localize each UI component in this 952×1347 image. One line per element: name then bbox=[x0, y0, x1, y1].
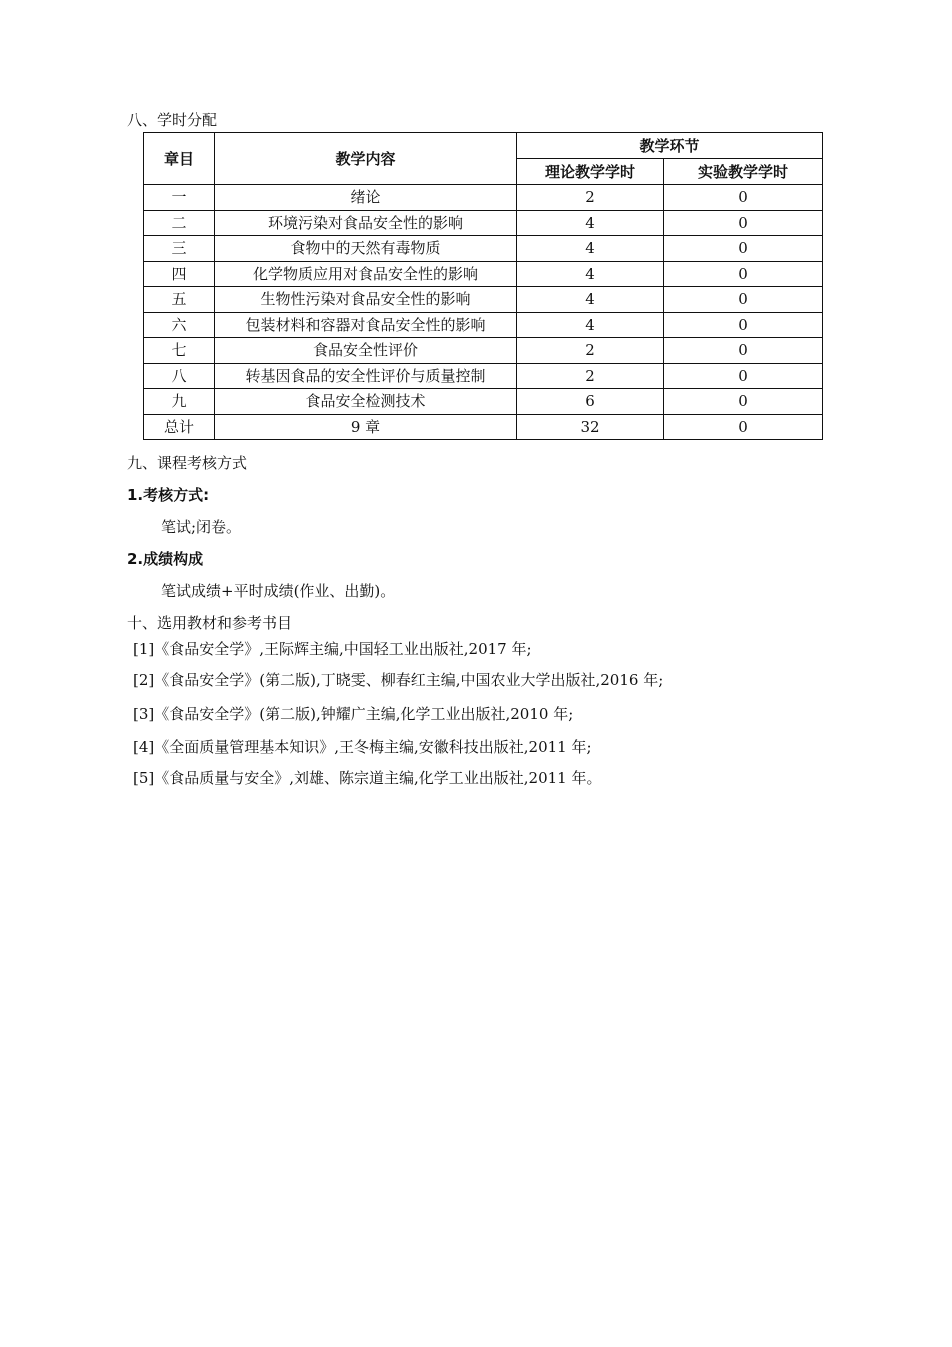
theory-hours-cell: 2 bbox=[517, 363, 664, 389]
chapter-cell: 七 bbox=[144, 338, 215, 364]
chapter-cell: 六 bbox=[144, 312, 215, 338]
reference-item: [2]《食品安全学》(第二版),丁晓雯、柳春红主编,中国农业大学出版社,2016 年; bbox=[133, 671, 664, 689]
content-cell: 环境污染对食品安全性的影响 bbox=[215, 210, 517, 236]
reference-item: [5]《食品质量与安全》,刘雄、陈宗道主编,化学工业出版社,2011 年。 bbox=[133, 769, 602, 787]
assessment-section-title: 九、课程考核方式 bbox=[127, 454, 248, 472]
grade-composition-title: 2.成绩构成 bbox=[127, 550, 204, 568]
header-teaching-segment: 教学环节 bbox=[517, 133, 823, 159]
content-cell: 9 章 bbox=[215, 414, 517, 440]
content-cell: 包装材料和容器对食品安全性的影响 bbox=[215, 312, 517, 338]
content-cell: 化学物质应用对食品安全性的影响 bbox=[215, 261, 517, 287]
header-chapter: 章目 bbox=[144, 133, 215, 185]
lab-hours-cell: 0 bbox=[664, 312, 823, 338]
lab-hours-cell: 0 bbox=[664, 236, 823, 262]
header-theory-hours: 理论教学学时 bbox=[517, 159, 664, 185]
assessment-method-text: 笔试;闭卷。 bbox=[161, 518, 242, 536]
reference-item: [3]《食品安全学》(第二版),钟耀广主编,化学工业出版社,2010 年; bbox=[133, 705, 574, 723]
chapter-cell: 一 bbox=[144, 185, 215, 211]
content-cell: 转基因食品的安全性评价与质量控制 bbox=[215, 363, 517, 389]
content-cell: 食物中的天然有毒物质 bbox=[215, 236, 517, 262]
lab-hours-cell: 0 bbox=[664, 338, 823, 364]
table-row bbox=[144, 287, 823, 313]
lab-hours-cell: 0 bbox=[664, 261, 823, 287]
assessment-method-title: 1.考核方式: bbox=[127, 486, 210, 504]
theory-hours-cell: 4 bbox=[517, 236, 664, 262]
content-cell: 食品安全性评价 bbox=[215, 338, 517, 364]
theory-hours-cell: 4 bbox=[517, 210, 664, 236]
theory-hours-cell: 32 bbox=[517, 414, 664, 440]
chapter-cell: 五 bbox=[144, 287, 215, 313]
table-row bbox=[144, 414, 823, 440]
theory-hours-cell: 6 bbox=[517, 389, 664, 415]
lab-hours-cell: 0 bbox=[664, 210, 823, 236]
chapter-cell: 三 bbox=[144, 236, 215, 262]
chapter-cell: 总计 bbox=[144, 414, 215, 440]
table-row bbox=[144, 185, 823, 211]
reference-item: [1]《食品安全学》,王际辉主编,中国轻工业出版社,2017 年; bbox=[133, 640, 532, 658]
theory-hours-cell: 4 bbox=[517, 312, 664, 338]
lab-hours-cell: 0 bbox=[664, 363, 823, 389]
content-cell: 食品安全检测技术 bbox=[215, 389, 517, 415]
table-row bbox=[144, 363, 823, 389]
theory-hours-cell: 2 bbox=[517, 185, 664, 211]
hours-allocation-table bbox=[143, 132, 823, 440]
table-row bbox=[144, 389, 823, 415]
textbooks-section-title: 十、选用教材和参考书目 bbox=[127, 614, 293, 632]
content-cell: 生物性污染对食品安全性的影响 bbox=[215, 287, 517, 313]
lab-hours-cell: 0 bbox=[664, 389, 823, 415]
table-body bbox=[144, 185, 823, 440]
theory-hours-cell: 4 bbox=[517, 287, 664, 313]
lab-hours-cell: 0 bbox=[664, 185, 823, 211]
header-content: 教学内容 bbox=[215, 133, 517, 185]
table-row bbox=[144, 338, 823, 364]
chapter-cell: 九 bbox=[144, 389, 215, 415]
header-lab-hours: 实验教学学时 bbox=[664, 159, 823, 185]
table-row bbox=[144, 210, 823, 236]
table-row bbox=[144, 261, 823, 287]
grade-composition-text: 笔试成绩+平时成绩(作业、出勤)。 bbox=[161, 582, 396, 600]
lab-hours-cell: 0 bbox=[664, 414, 823, 440]
chapter-cell: 四 bbox=[144, 261, 215, 287]
table-row bbox=[144, 312, 823, 338]
schedule-section-title: 八、学时分配 bbox=[127, 111, 218, 129]
theory-hours-cell: 2 bbox=[517, 338, 664, 364]
chapter-cell: 八 bbox=[144, 363, 215, 389]
lab-hours-cell: 0 bbox=[664, 287, 823, 313]
theory-hours-cell: 4 bbox=[517, 261, 664, 287]
content-cell: 绪论 bbox=[215, 185, 517, 211]
chapter-cell: 二 bbox=[144, 210, 215, 236]
table-row bbox=[144, 236, 823, 262]
reference-item: [4]《全面质量管理基本知识》,王冬梅主编,安徽科技出版社,2011 年; bbox=[133, 738, 592, 756]
